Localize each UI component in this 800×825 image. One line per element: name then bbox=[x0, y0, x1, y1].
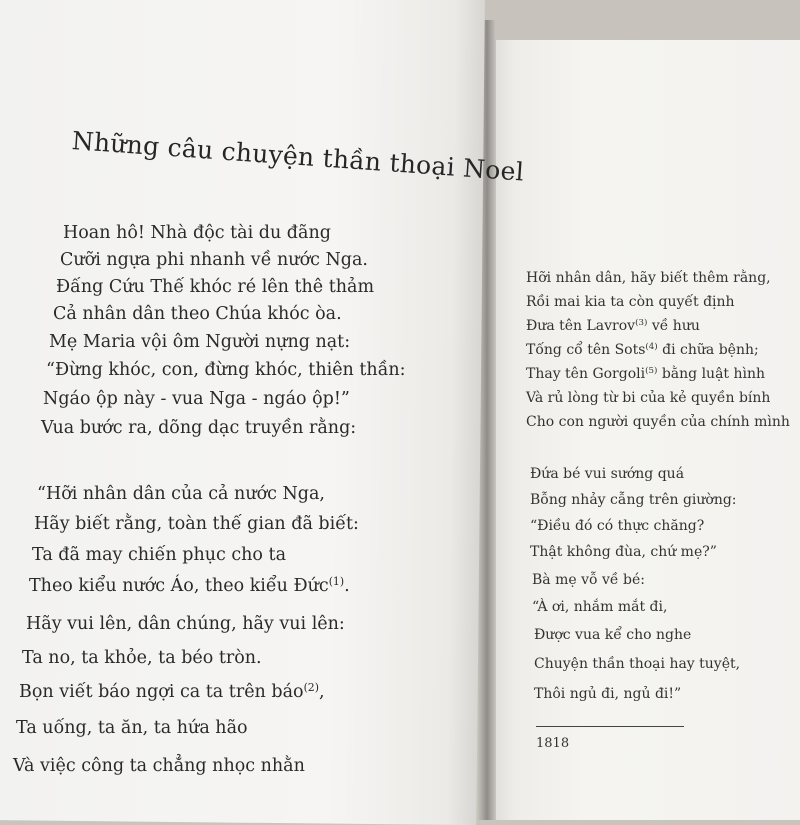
poem-line: Được vua kể cho nghe bbox=[534, 627, 692, 643]
poem-line: Hoan hô! Nhà độc tài du đãng bbox=[63, 223, 331, 243]
poem-line-text: Đưa tên Lavrov bbox=[526, 318, 636, 334]
poem-line bbox=[526, 366, 765, 382]
footnote-mark: (4) bbox=[645, 342, 658, 353]
divider bbox=[536, 726, 684, 727]
footnote-mark: (5) bbox=[645, 366, 658, 377]
poem-line: Thôi ngủ đi, ngủ đi!” bbox=[534, 686, 682, 702]
poem-line: Thật không đùa, chứ mẹ?” bbox=[530, 544, 717, 560]
poem-line: Hỡi nhân dân, hãy biết thêm rằng, bbox=[526, 270, 771, 286]
poem-line-text: Theo kiểu nước Áo, theo kiểu Đức bbox=[29, 576, 329, 596]
poem-line: Hãy biết rằng, toàn thế gian đã biết: bbox=[34, 514, 359, 534]
poem-line bbox=[526, 318, 700, 334]
poem-line bbox=[19, 682, 325, 702]
poem-line: Đấng Cứu Thế khóc ré lên thê thảm bbox=[56, 277, 375, 297]
poem-line: Cưỡi ngựa phi nhanh về nước Nga. bbox=[60, 250, 368, 270]
poem-line-text: về hưu bbox=[647, 318, 700, 334]
poem-line: Rồi mai kia ta còn quyết định bbox=[526, 294, 735, 310]
poem-line-text: Bọn viết báo ngợi ca ta trên báo bbox=[19, 682, 304, 702]
poem-line-punct: . bbox=[344, 576, 350, 596]
poem-line-text: đi chữa bệnh; bbox=[657, 342, 759, 358]
page-title: Những câu chuyện thần thoại Noel bbox=[70, 126, 526, 187]
footnote-mark: (3) bbox=[635, 318, 648, 329]
poem-line: Bà mẹ vỗ về bé: bbox=[532, 572, 645, 588]
poem-line: Vua bước ra, dõng dạc truyền rằng: bbox=[41, 418, 357, 438]
poem-line bbox=[29, 576, 350, 596]
poem-line: Và việc công ta chẳng nhọc nhằn bbox=[13, 756, 305, 776]
poem-date: 1818 bbox=[536, 736, 570, 751]
poem-line-text: Thay tên Gorgoli bbox=[526, 366, 646, 382]
poem-line: Ta no, ta khỏe, ta béo tròn. bbox=[22, 648, 262, 668]
poem-line: Mẹ Maria vội ôm Người nựng nạt: bbox=[49, 332, 351, 352]
poem-line: “Đừng khóc, con, đừng khóc, thiên thần: bbox=[46, 360, 406, 380]
poem-line-text: bằng luật hình bbox=[657, 366, 766, 382]
poem-line bbox=[526, 342, 759, 358]
poem-line: Cho con người quyền của chính mình bbox=[526, 414, 790, 430]
right-page bbox=[488, 40, 800, 820]
poem-line: Hãy vui lên, dân chúng, hãy vui lên: bbox=[26, 614, 345, 634]
poem-line: “Hỡi nhân dân của cả nước Nga, bbox=[37, 484, 325, 504]
poem-line: Đứa bé vui sướng quá bbox=[530, 466, 685, 482]
poem-line: “À ơi, nhắm mắt đi, bbox=[532, 599, 668, 615]
poem-line: Chuyện thần thoại hay tuyệt, bbox=[534, 656, 741, 672]
poem-line: “Điều đó có thực chăng? bbox=[530, 518, 705, 534]
poem-line: Ta uống, ta ăn, ta hứa hão bbox=[16, 718, 248, 738]
poem-line-punct: , bbox=[318, 682, 325, 702]
poem-line: Và rủ lòng từ bi của kẻ quyền bính bbox=[526, 390, 771, 406]
poem-line: Ngáo ộp này - vua Nga - ngáo ộp!” bbox=[43, 389, 350, 409]
footnote-mark: (1) bbox=[328, 575, 345, 589]
poem-line: Ta đã may chiến phục cho ta bbox=[32, 545, 286, 565]
poem-line: Cả nhân dân theo Chúa khóc òa. bbox=[53, 304, 342, 324]
footnote-mark: (2) bbox=[303, 681, 319, 695]
poem-line: Bỗng nhảy cẫng trên giường: bbox=[530, 492, 737, 508]
background bbox=[480, 0, 800, 45]
poem-line-text: Tống cổ tên Sots bbox=[526, 342, 646, 358]
